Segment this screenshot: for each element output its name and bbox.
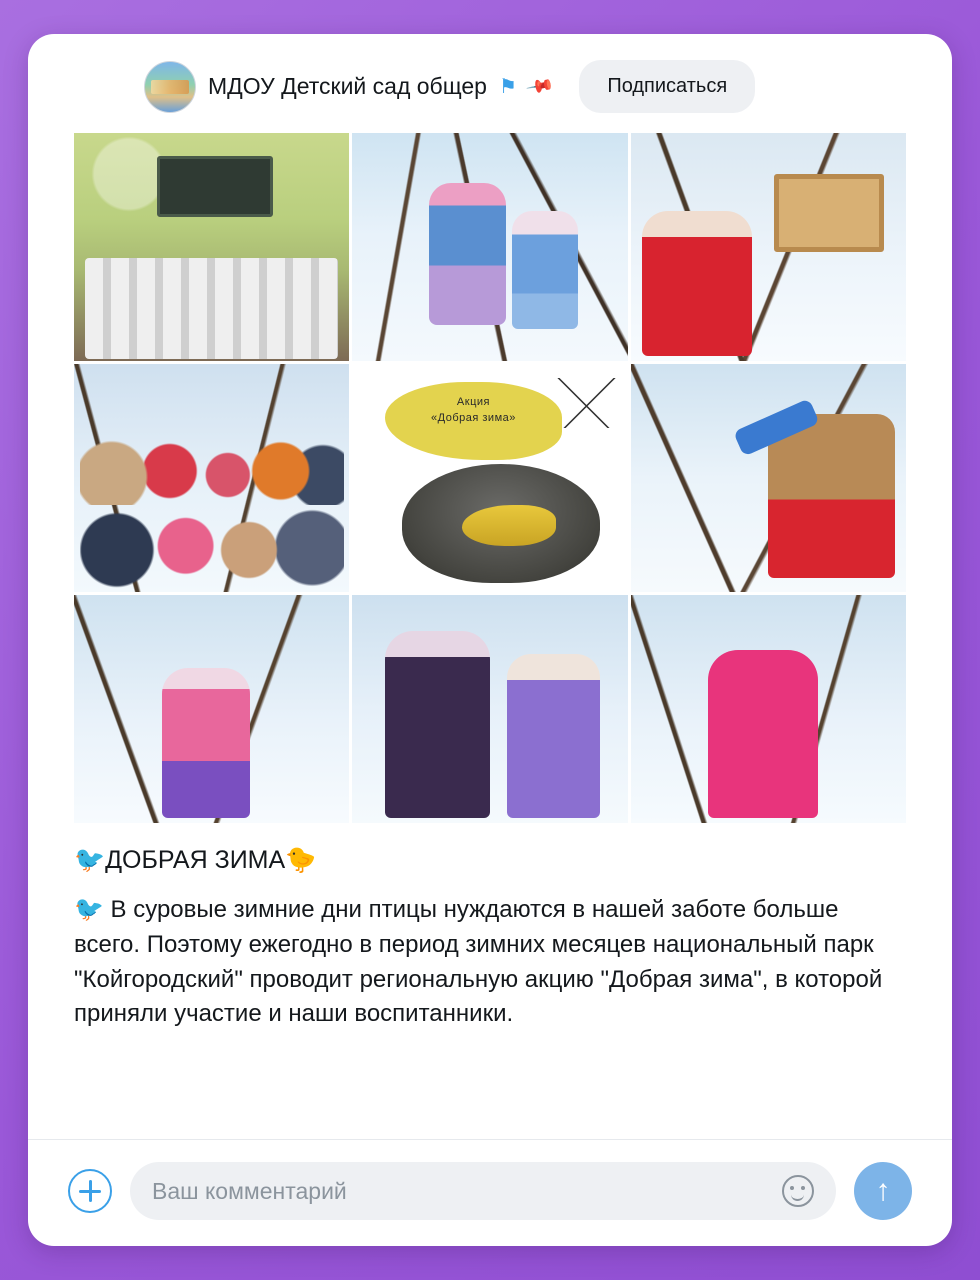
- poster-branch-icon: [556, 378, 617, 428]
- photo-2-child-a: [429, 183, 506, 324]
- photo-6-child: [768, 414, 895, 578]
- post-card: [28, 34, 952, 1246]
- photo-8[interactable]: [352, 595, 627, 823]
- send-button[interactable]: [854, 1162, 912, 1220]
- comment-bar: [28, 1139, 952, 1246]
- photo-grid-wrapper: [28, 127, 952, 823]
- photo-9-child: [708, 650, 818, 819]
- photo-grid: [74, 133, 906, 823]
- photo-6[interactable]: [631, 364, 906, 592]
- photo-2[interactable]: [352, 133, 627, 361]
- post-header: [28, 34, 952, 127]
- photo-3[interactable]: [631, 133, 906, 361]
- plus-circle-icon[interactable]: [68, 1169, 112, 1213]
- comment-input[interactable]: [130, 1162, 836, 1220]
- caption-body: 🐦 В суровые зимние дни птицы нуждаются в нашей заботе больше всего. Поэтому ежегодно в период зимних месяцев национальный парк "Койгородский" проводит региональную акцию "Добрая зима", в которой приняли участие и наши воспитанники.: [74, 896, 883, 1028]
- smiley-icon[interactable]: [782, 1175, 814, 1207]
- photo-7-child: [162, 668, 250, 818]
- poster-text: [402, 394, 545, 427]
- photo-2-child-b: [512, 211, 578, 330]
- photo-8-child-a: [385, 631, 490, 818]
- subscribe-button[interactable]: Подписаться: [579, 60, 755, 113]
- photo-4[interactable]: [74, 364, 349, 592]
- photo-8-child-b: [507, 654, 601, 818]
- photo-1[interactable]: [74, 133, 349, 361]
- caption-title: 🐦ДОБРАЯ ЗИМА🐤: [74, 846, 317, 874]
- arrow-up-icon: ↑: [875, 1174, 891, 1207]
- channel-avatar[interactable]: [144, 61, 196, 113]
- photo-5-poster[interactable]: [352, 364, 627, 592]
- comment-placeholder: Ваш комментарий: [152, 1177, 347, 1204]
- photo-4-children-front-row: [80, 487, 344, 592]
- flag-icon: ⚑: [498, 75, 517, 98]
- poster-line-1: Акция: [456, 395, 490, 408]
- poster-line-2: «Добрая зима»: [431, 412, 516, 425]
- channel-name[interactable]: МДОУ Детский сад общер: [208, 73, 487, 99]
- photo-7[interactable]: [74, 595, 349, 823]
- photo-3-bird-feeder: [774, 174, 884, 252]
- post-caption: [28, 823, 952, 1036]
- pin-icon: 📌: [525, 71, 556, 101]
- poster-bird-icon: [462, 505, 556, 546]
- photo-1-children: [74, 238, 349, 320]
- photo-3-child: [642, 211, 752, 357]
- photo-9[interactable]: [631, 595, 906, 823]
